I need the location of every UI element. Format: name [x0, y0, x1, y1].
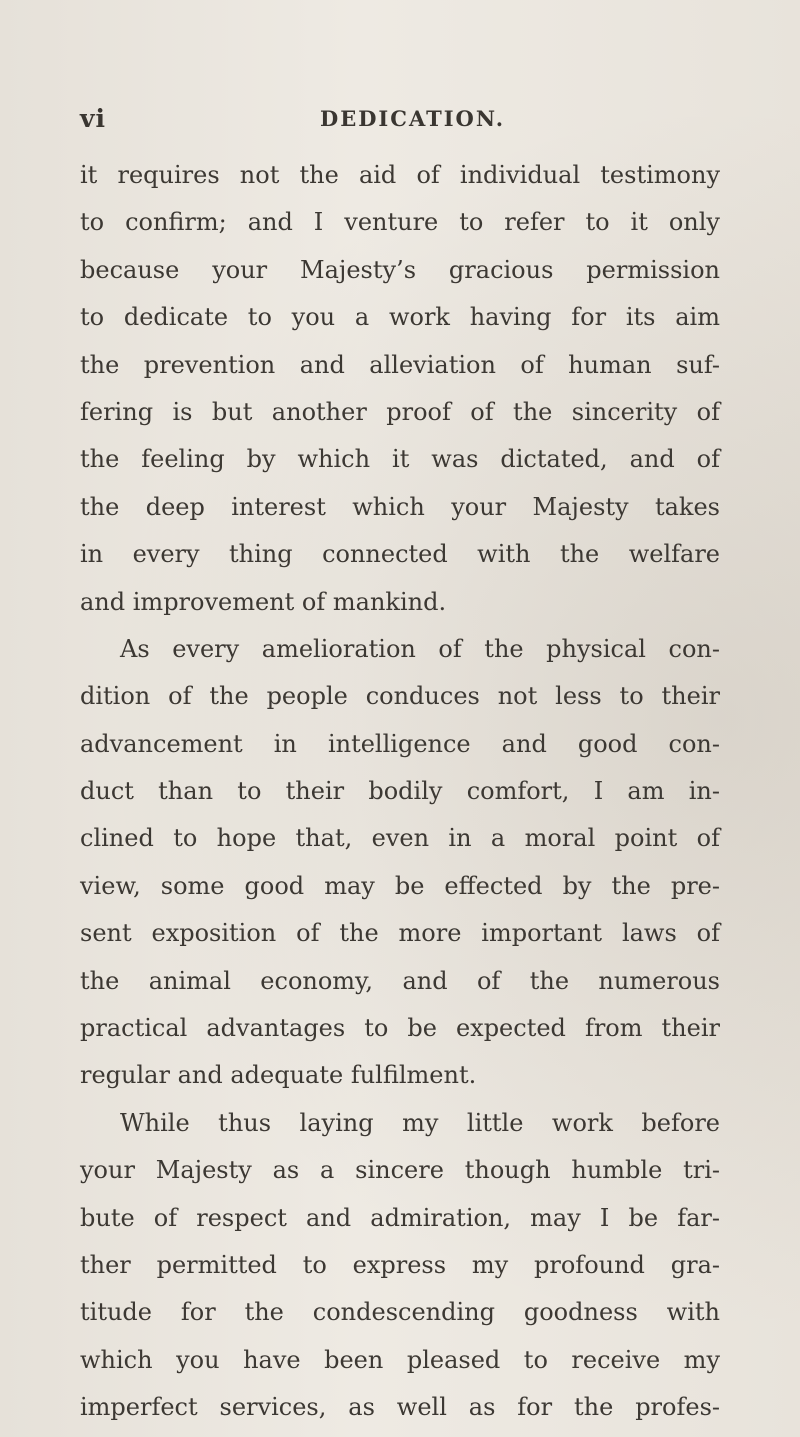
text-line: to dedicate to you a work having for its aim — [80, 303, 720, 332]
text-line: which you have been pleased to receive my — [80, 1345, 720, 1374]
text-line: advancement in intelligence and good con- — [80, 729, 720, 758]
text-line: view, some good may be effected by the pre- — [80, 871, 720, 900]
text-line: your Majesty as a sincere though humble tri- — [80, 1156, 720, 1185]
text-line: sent exposition of the more important laws of — [80, 919, 720, 948]
text-line: titude for the condescending goodness with — [80, 1298, 720, 1327]
text-line: duct than to their bodily comfort, I am in- — [80, 777, 720, 806]
text-line: the prevention and alleviation of human suf- — [80, 350, 720, 379]
paragraph-start-line: As every amelioration of the physical con- — [120, 634, 720, 663]
text-line: the feeling by which it was dictated, and of — [80, 445, 720, 474]
running-title: DEDICATION. — [320, 106, 506, 131]
body-text — [80, 152, 720, 1432]
text-line: fering is but another proof of the sincerity of — [80, 397, 720, 426]
text-line: the deep interest which your Majesty takes — [80, 492, 720, 521]
text-line: and improvement of mankind. — [80, 587, 447, 616]
text-line: regular and adequate fulfilment. — [80, 1061, 477, 1090]
text-line: because your Majesty’s gracious permission — [80, 255, 720, 284]
text-line: practical advantages to be expected from their — [80, 1014, 720, 1043]
text-line: bute of respect and admiration, may I be far- — [80, 1203, 720, 1232]
text-line: the animal economy, and of the numerous — [80, 966, 720, 995]
text-line: to confirm; and I venture to refer to it only — [80, 208, 720, 237]
page-number: vi — [80, 104, 107, 133]
text-line: imperfect services, as well as for the profes- — [80, 1393, 720, 1422]
text-line: in every thing connected with the welfare — [80, 540, 720, 569]
paragraph-start-line: While thus laying my little work before — [120, 1108, 720, 1137]
text-line: ther permitted to express my profound gra- — [80, 1250, 720, 1279]
text-line: it requires not the aid of individual testimony — [80, 161, 720, 189]
running-head — [80, 104, 730, 140]
text-line: clined to hope that, even in a moral point of — [80, 824, 720, 853]
text-line: dition of the people conduces not less to their — [80, 682, 720, 711]
